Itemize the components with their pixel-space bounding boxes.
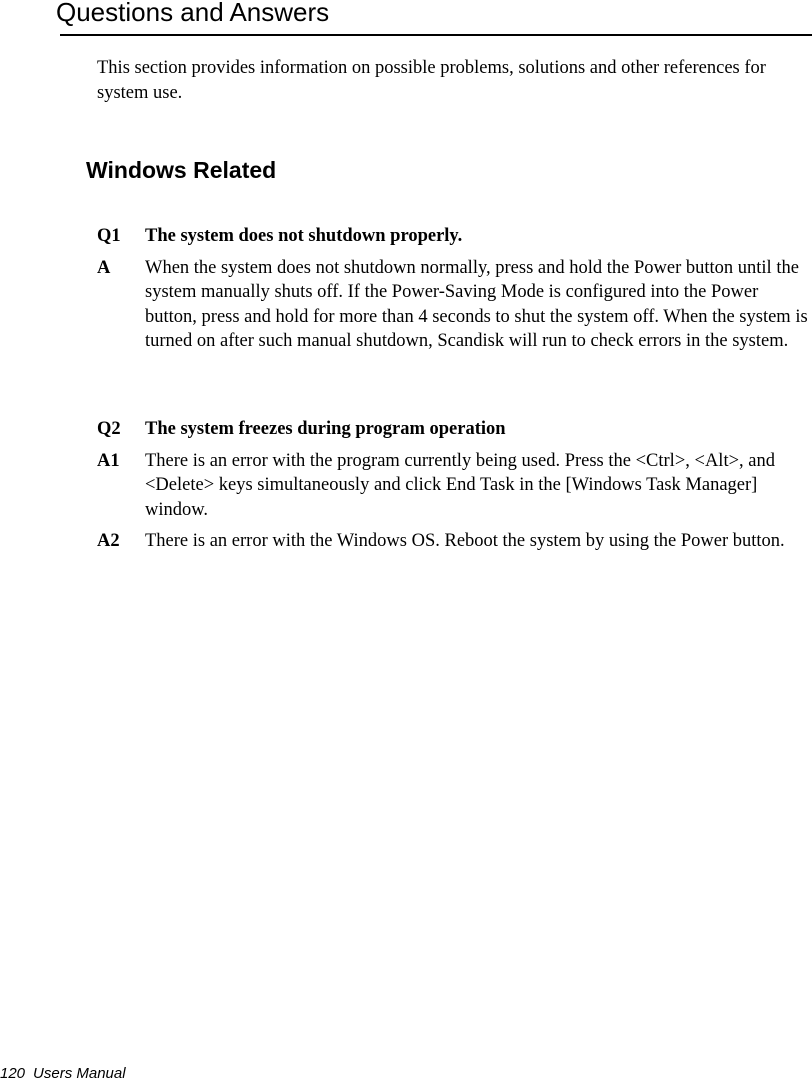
answer-label: A [97, 258, 111, 278]
qa-block-q1 [97, 224, 812, 360]
section-heading: Windows Related [86, 157, 277, 183]
page-number: 120 [0, 1065, 26, 1082]
answer-text: There is an error with the program currently being used. Press the <Ctrl>, <Alt>, and <Delete> keys simultaneously and click End Task in the [Windows Task Manager] window. [145, 451, 775, 520]
answer-text: When the system does not shutdown normally, press and hold the Power button until the system manually shuts off. If the Power-Saving Mode is configured into the Power button, press and hold for more than 4 seconds to shut the system off. When the system is turned on after such manual shutdown, Scandisk will run to check errors in the system. [145, 258, 808, 351]
question-row [97, 224, 812, 249]
answer-text: There is an error with the Windows OS. Reboot the system by using the Power button. [145, 530, 785, 551]
question-row [97, 417, 812, 442]
title-rule [60, 34, 812, 36]
question-label: Q2 [97, 419, 121, 439]
question-text: The system does not shutdown properly. [145, 226, 463, 246]
intro-paragraph: This section provides information on possible problems, solutions and other references for system use. [97, 58, 766, 103]
question-label: Q1 [97, 226, 121, 246]
page-footer [0, 1064, 126, 1084]
answer-label: A1 [97, 451, 120, 471]
page-title: Questions and Answers [56, 0, 330, 27]
question-text: The system freezes during program operation [145, 419, 506, 439]
answer-label: A2 [97, 530, 120, 551]
answer-row [97, 529, 812, 554]
answer-row [97, 449, 812, 522]
qa-block-q2 [97, 417, 812, 561]
answer-row [97, 256, 812, 353]
manual-title: Users Manual [33, 1065, 126, 1082]
